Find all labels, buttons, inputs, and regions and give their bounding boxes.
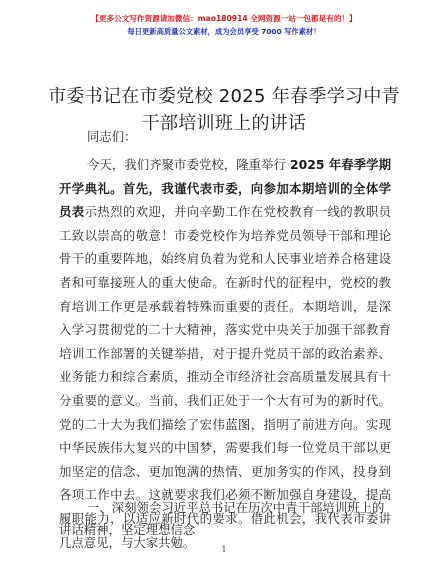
page-number: 1	[221, 545, 227, 554]
greeting: 同志们：	[87, 129, 137, 144]
paragraph-bold-text: 2025 年春季学期开学典礼。首先，我谨代表市委，向参加本期培训的全体学员表	[59, 157, 391, 220]
promo-header	[0, 12, 448, 38]
promo-line-2: 每日更新高质量公文素材，成为会员享受 7000 写作素材！	[127, 27, 321, 36]
section-heading-1: 一、深刻领会习近平总书记在历次中青干部培训班上的讲话精神，坚定理想信念	[59, 500, 385, 537]
opening-paragraph	[59, 153, 391, 554]
promo-line-1: 【更多公文写作资源请加微信：mao180914 全网资源一站一包都是有的！】	[91, 14, 357, 23]
paragraph-intro: 今天，我们齐聚市委党校，隆重举行	[87, 157, 290, 172]
document-title: 市委书记在市委党校 2025 年春季学习中青干部培训班上的讲话	[48, 86, 400, 134]
paragraph-rest: 示热烈的欢迎，并向辛勤工作在党校教育一线的教职员工致以崇高的敬意！市委党校作为培养党员领导干部和理论骨干的重要阵地，始终肩负着为党和人民事业培养合格建设者和可靠接班人的重大使命。在新时代的征程中，党校的教育培训工作更是承载着特殊而重要的责任。本期培训，是深入学习贯彻党的二十大精神，落实党中央关于加强干部教育培训工作部署的关键举措，对于提升党员干部的政治素养、业务能力和综合素质，推动全市经济社会高质量发展具有十分重要的意义。当前，我们正处于一个大有可为的新时代。党的二十大为我们描绘了宏伟蓝图，指明了前进方向。实现中华民族伟大复兴的中国梦，需要我们每一位党员干部以更加坚定的信念、更加饱满的热情、更加务实的作风，投身到各项工作中去。这就要求我们必须不断加强自身建设，提高履职能力，以适应新时代的要求。借此机会，我代表市委讲几点意见，与大家共勉。	[59, 204, 392, 550]
